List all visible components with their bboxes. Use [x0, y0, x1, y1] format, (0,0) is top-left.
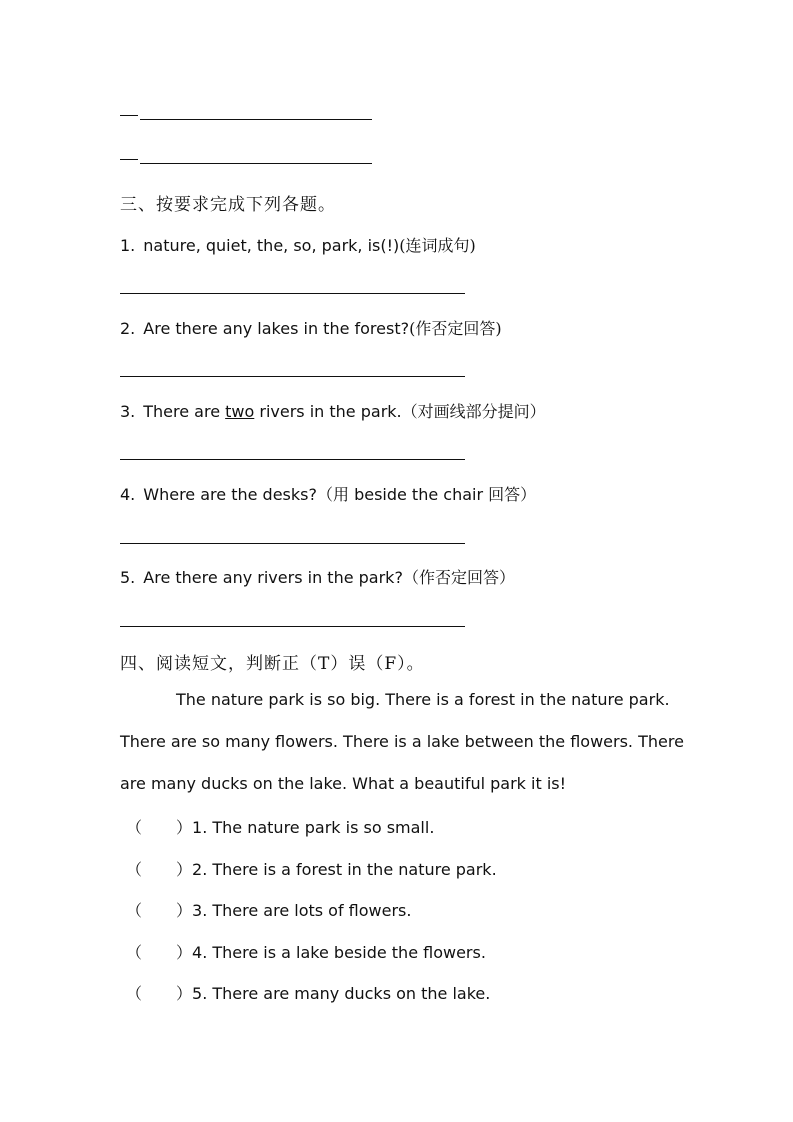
tf-item-3	[126, 898, 411, 921]
answer-bracket-open[interactable]: （	[126, 943, 143, 962]
question-text: There are	[143, 402, 226, 421]
question-instruction: （作否定回答）	[402, 568, 515, 587]
tf-statement: 4. There is a lake beside the flowers.	[192, 943, 486, 962]
answer-bracket-close: ）	[176, 943, 193, 962]
tf-item-1	[126, 815, 434, 838]
blank-rule	[140, 163, 372, 164]
answer-bracket-open[interactable]: （	[126, 901, 143, 920]
question-1	[120, 233, 476, 256]
question-number: 3.	[120, 402, 136, 421]
question-number: 1.	[120, 236, 136, 255]
section-4-title: 四、阅读短文，判断正（T）误（F）。	[120, 654, 425, 674]
question-instruction: 回答）	[483, 485, 537, 504]
tf-item-5	[126, 981, 490, 1004]
tf-statement: 2. There is a forest in the nature park.	[192, 860, 497, 879]
answer-bracket-open[interactable]: （	[126, 818, 143, 837]
answer-line-4[interactable]	[120, 543, 465, 544]
question-5	[120, 565, 515, 588]
answer-line-3[interactable]	[120, 459, 465, 460]
question-instruction: （对画线部分提问）	[401, 402, 546, 421]
underlined-word: two	[225, 402, 255, 421]
question-number: 4.	[120, 485, 136, 504]
question-text: rivers in the park.	[254, 402, 402, 421]
answer-line-5[interactable]	[120, 626, 465, 627]
blank-rule	[140, 119, 372, 120]
question-instruction: (连词成句)	[399, 236, 476, 255]
question-3	[120, 399, 546, 422]
answer-bracket-close: ）	[176, 818, 193, 837]
answer-bracket-close: ）	[176, 901, 193, 920]
question-text: nature, quiet, the, so, park, is(!)	[143, 236, 400, 255]
answer-line-top-2	[120, 153, 380, 173]
passage-line-2: There are so many flowers. There is a lake between the flowers. There	[120, 732, 684, 751]
dash-mark	[120, 159, 138, 160]
question-text: Are there any rivers in the park?	[143, 568, 403, 587]
answer-bracket-open[interactable]: （	[126, 984, 143, 1003]
question-instruction: （用	[316, 485, 355, 504]
question-4	[120, 482, 536, 505]
answer-bracket-open[interactable]: （	[126, 860, 143, 879]
passage-line-3: are many ducks on the lake. What a beautiful park it is!	[120, 774, 567, 793]
tf-item-2	[126, 857, 497, 880]
answer-line-top-1	[120, 109, 380, 129]
question-text: Are there any lakes in the forest?	[143, 319, 410, 338]
tf-item-4	[126, 940, 486, 963]
tf-statement: 1. The nature park is so small.	[192, 818, 435, 837]
question-instruction: beside the chair	[354, 485, 484, 504]
answer-line-2[interactable]	[120, 376, 465, 377]
question-instruction: (作否定回答)	[409, 319, 502, 338]
answer-line-1[interactable]	[120, 293, 465, 294]
question-text: Where are the desks?	[143, 485, 317, 504]
passage-line-1: The nature park is so big. There is a forest in the nature park.	[176, 690, 670, 709]
tf-statement: 5. There are many ducks on the lake.	[192, 984, 491, 1003]
answer-bracket-close: ）	[176, 984, 193, 1003]
tf-statement: 3. There are lots of flowers.	[192, 901, 412, 920]
question-number: 5.	[120, 568, 136, 587]
question-2	[120, 316, 502, 339]
section-3-title: 三、按要求完成下列各题。	[120, 195, 336, 215]
answer-bracket-close: ）	[176, 860, 193, 879]
dash-mark	[120, 115, 138, 116]
question-number: 2.	[120, 319, 136, 338]
